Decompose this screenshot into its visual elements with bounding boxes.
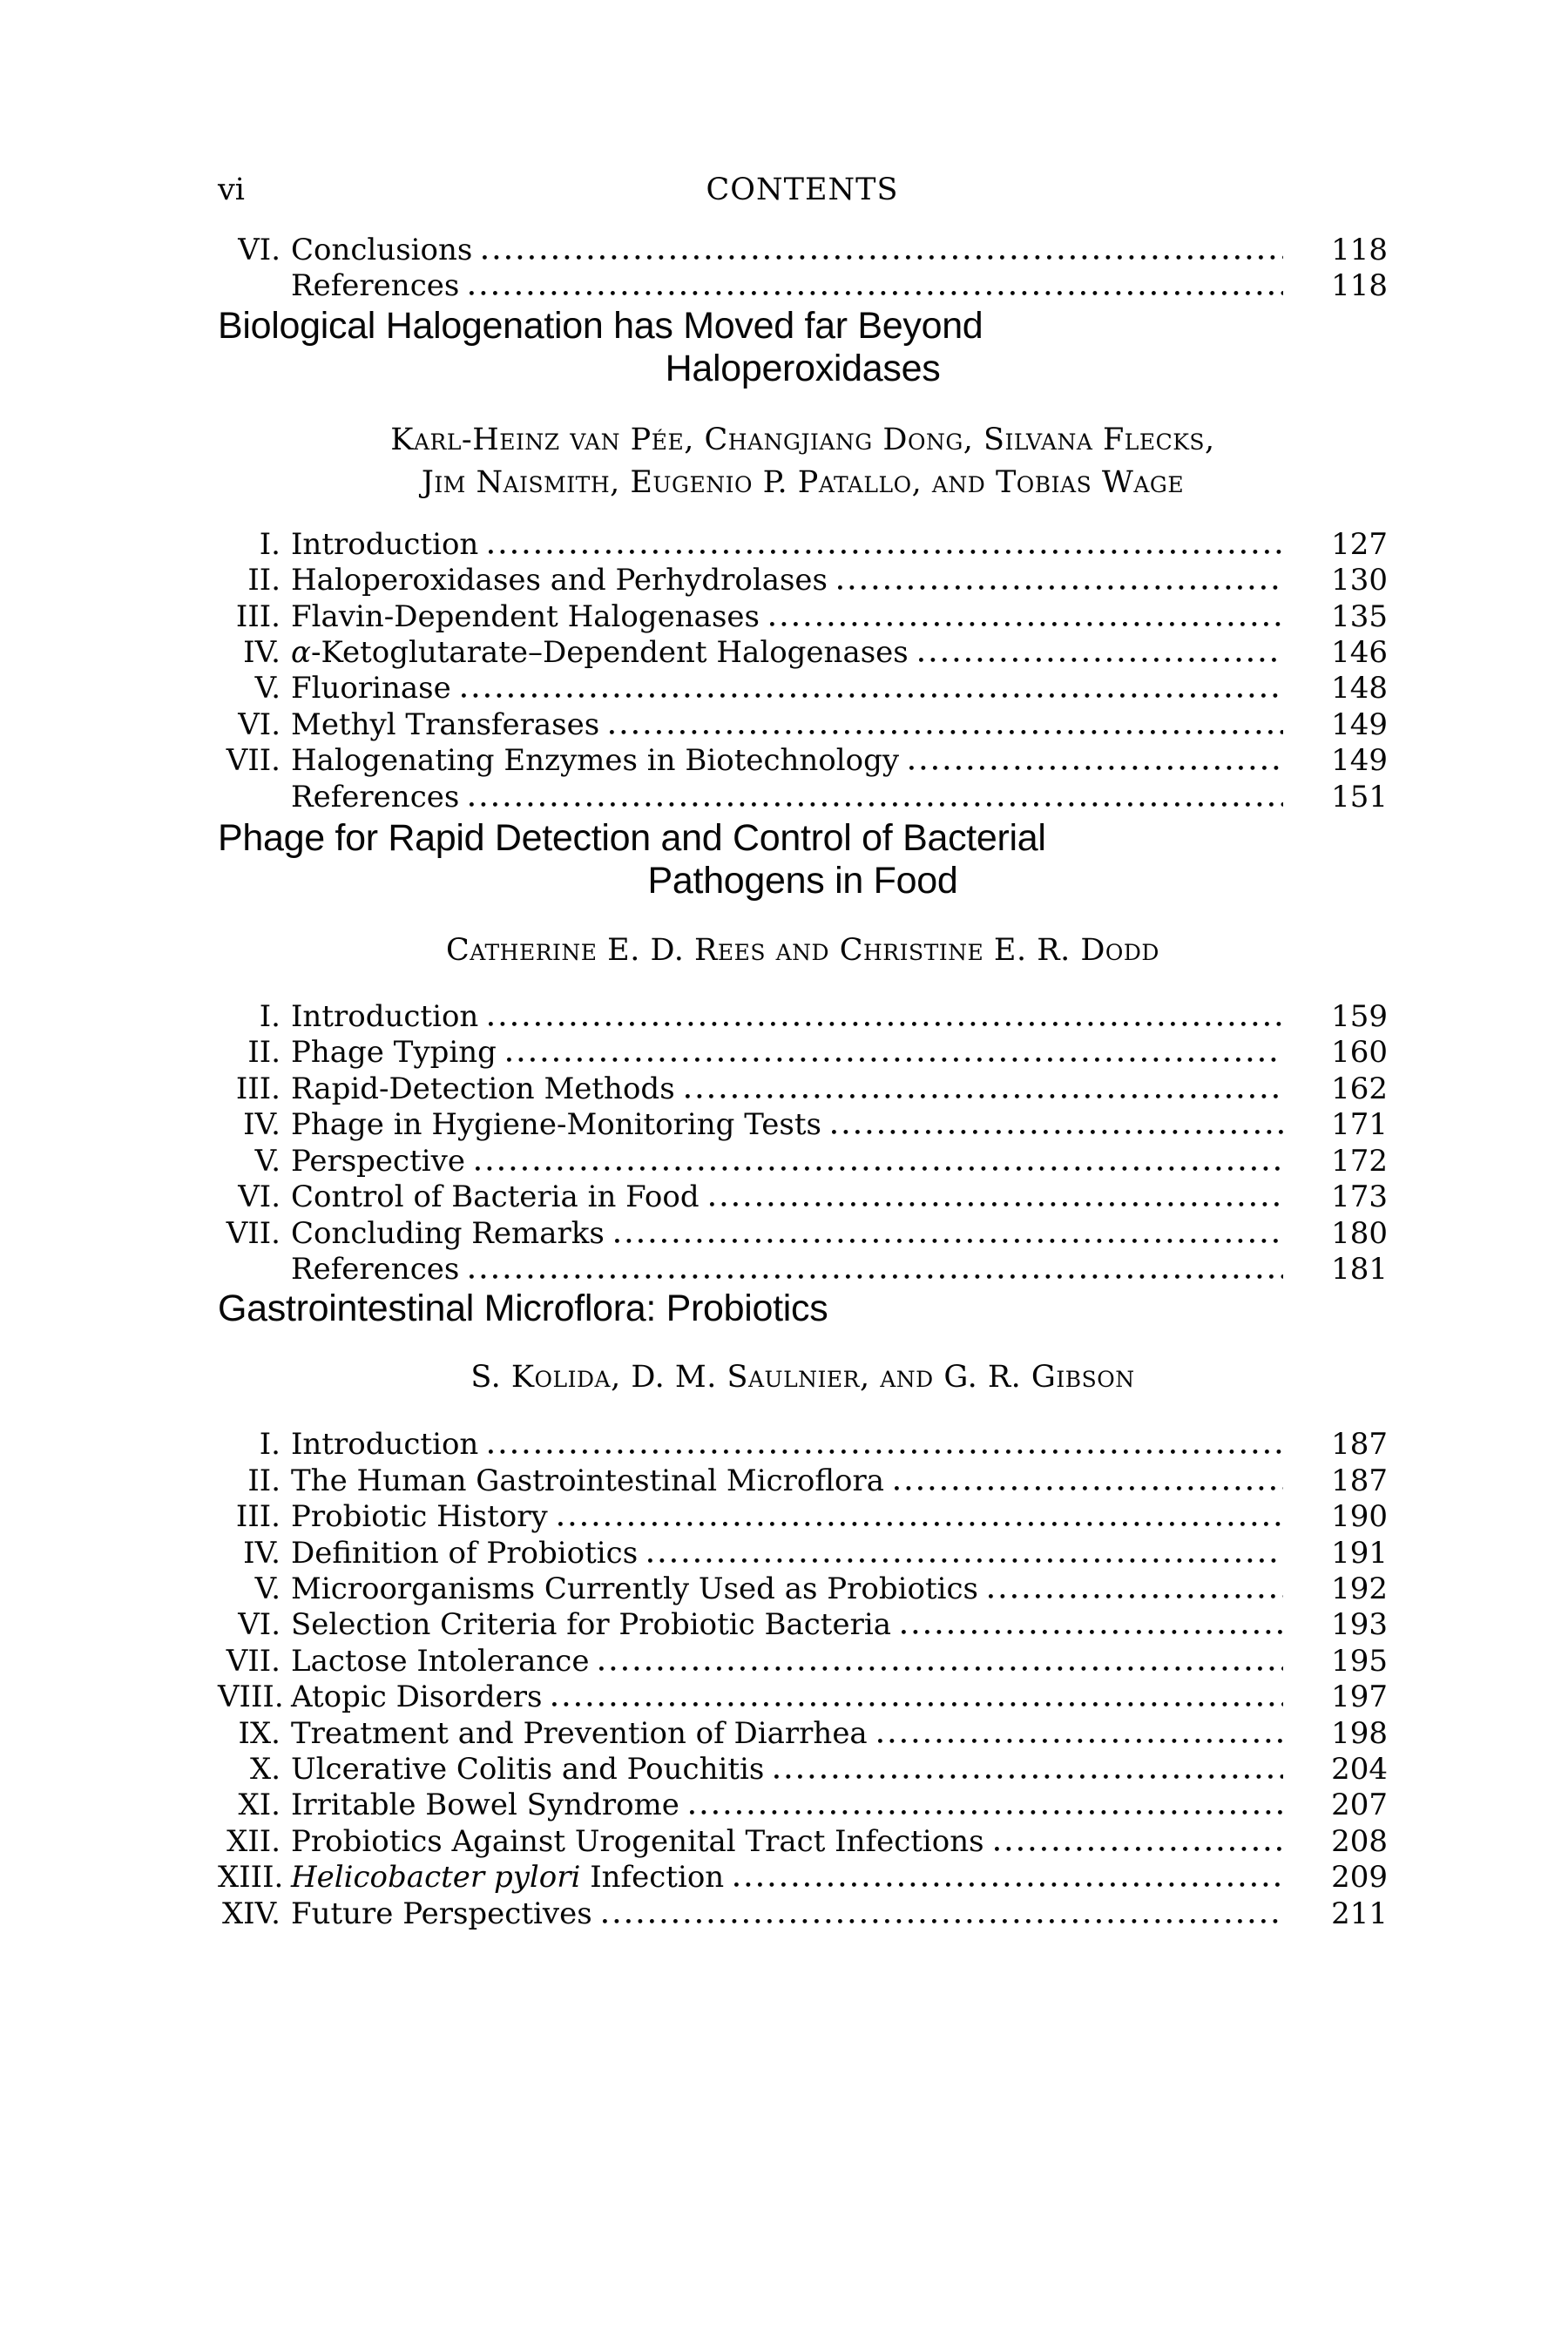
toc-list	[218, 1427, 1388, 1932]
entry-title: Treatment and Prevention of Diarrhea	[291, 1715, 868, 1751]
entry-numeral: II.	[247, 563, 280, 598]
entry-page-number: 211	[1331, 1896, 1388, 1931]
chapter-title	[218, 305, 1388, 390]
entry-title: Atopic Disorders	[291, 1680, 543, 1715]
chapter-title-line: Gastrointestinal Microflora: Probiotics	[218, 1288, 828, 1330]
page-folio: vi	[218, 172, 245, 207]
dot-leader	[462, 693, 1283, 698]
entry-numeral: IV.	[243, 635, 280, 671]
dot-leader	[878, 1739, 1283, 1743]
dot-leader	[476, 1166, 1283, 1171]
entry-title: Fluorinase	[291, 671, 451, 706]
toc-entry	[218, 1607, 1388, 1643]
dot-leader	[838, 585, 1283, 590]
entry-page-number: 187	[1331, 1427, 1388, 1463]
toc-entry	[218, 1035, 1388, 1071]
entry-page-number: 208	[1331, 1823, 1388, 1859]
entry-numeral: VII.	[226, 743, 280, 779]
entry-title: Flavin-Dependent Halogenases	[291, 598, 760, 634]
entry-numeral: XI.	[238, 1788, 280, 1823]
authors-line: S. Kolida, D. M. Saulnier, and G. R. Gibson	[470, 1360, 1135, 1396]
chapter-title-line: Haloperoxidases	[665, 347, 941, 389]
entry-page-number: 204	[1331, 1751, 1388, 1787]
dot-leader	[832, 1130, 1283, 1134]
entry-numeral: III.	[235, 1499, 280, 1535]
chapter-title-line: Pathogens in Food	[647, 860, 958, 902]
dot-leader	[919, 658, 1283, 662]
entry-numeral: IV.	[243, 1107, 280, 1143]
entry-title: Irritable Bowel Syndrome	[291, 1788, 679, 1823]
chapter-title-line: Phage for Rapid Detection and Control of Bacterial	[218, 817, 1046, 860]
dot-leader	[686, 1094, 1283, 1098]
entry-numeral: I.	[259, 526, 280, 562]
entry-title: Rapid-Detection Methods	[291, 1071, 675, 1106]
toc-list-previous-chapter	[218, 233, 1388, 305]
entry-page-number: 146	[1331, 635, 1388, 671]
dot-leader	[995, 1847, 1283, 1851]
entry-title-italic: Helicobacter pylori	[291, 1860, 581, 1896]
entry-numeral: VII.	[226, 1643, 280, 1679]
entry-title: Introduction	[291, 526, 479, 562]
entry-title	[291, 635, 909, 671]
entry-numeral: X.	[249, 1751, 280, 1787]
toc-entry	[218, 1107, 1388, 1143]
toc-entry	[218, 563, 1388, 598]
dot-leader	[710, 1202, 1283, 1206]
toc-entry	[218, 1216, 1388, 1252]
entry-numeral: II.	[247, 1463, 280, 1498]
entry-numeral: XII.	[226, 1823, 280, 1859]
entry-page-number: 191	[1331, 1535, 1388, 1571]
toc-entry	[218, 1680, 1388, 1715]
dot-leader	[489, 1450, 1283, 1454]
entry-numeral: VI.	[238, 706, 280, 742]
toc-entry	[218, 1788, 1388, 1823]
entry-title-italic: α	[291, 635, 311, 671]
entry-page-number: 207	[1331, 1788, 1388, 1823]
entry-title: References	[291, 1251, 460, 1287]
toc-entry	[218, 1860, 1388, 1896]
entry-page-number: 148	[1331, 671, 1388, 706]
entry-page-number: 197	[1331, 1680, 1388, 1715]
dot-leader	[599, 1666, 1283, 1671]
entry-numeral: IX.	[238, 1715, 280, 1751]
dot-leader	[470, 291, 1283, 295]
entry-numeral: XIII.	[218, 1860, 284, 1896]
toc-entry	[218, 1179, 1388, 1215]
chapter-title	[218, 1288, 1388, 1330]
entry-page-number: 190	[1331, 1499, 1388, 1535]
entry-page-number: 160	[1331, 1035, 1388, 1071]
entry-title: Haloperoxidases and Perhydrolases	[291, 563, 828, 598]
entry-numeral: IV.	[243, 1535, 280, 1571]
entry-numeral: VI.	[238, 233, 280, 267]
toc-entry	[218, 1536, 1388, 1571]
toc-entry	[218, 1252, 1388, 1288]
entry-numeral: III.	[235, 598, 280, 634]
entry-page-number: 195	[1331, 1643, 1388, 1679]
toc-entry	[218, 1644, 1388, 1680]
entry-numeral: V.	[254, 1571, 280, 1606]
toc-entry	[218, 1463, 1388, 1499]
contents-header: CONTENTS	[706, 172, 899, 207]
entry-page-number: 172	[1331, 1143, 1388, 1179]
toc-entry	[218, 1716, 1388, 1752]
toc-list	[218, 527, 1388, 815]
entry-page-number: 192	[1331, 1571, 1388, 1606]
entry-title: The Human Gastrointestinal Microflora	[291, 1463, 885, 1498]
toc-entry	[218, 268, 1388, 304]
authors-line: Karl-Heinz van Pée, Changjiang Dong, Silvana Flecks,	[390, 422, 1215, 457]
entry-title-text: Infection	[580, 1860, 725, 1896]
toc-entry	[218, 1896, 1388, 1932]
toc-entry	[218, 1144, 1388, 1179]
dot-leader	[690, 1810, 1283, 1815]
dot-leader	[558, 1522, 1283, 1526]
chapter-authors	[218, 929, 1388, 972]
dot-leader	[483, 255, 1283, 260]
entry-title: Perspective	[291, 1143, 465, 1179]
authors-line: Catherine E. D. Rees and Christine E. R. Dodd	[446, 933, 1159, 969]
toc-entry	[218, 780, 1388, 815]
entry-page-number: 173	[1331, 1179, 1388, 1215]
entry-title: Phage in Hygiene-Monitoring Tests	[291, 1107, 821, 1143]
dot-leader	[470, 1274, 1283, 1279]
dot-leader	[734, 1882, 1283, 1887]
entry-numeral: VIII.	[218, 1680, 284, 1715]
entry-title	[291, 1860, 724, 1896]
entry-title: Halogenating Enzymes in Biotechnology	[291, 743, 900, 779]
dot-leader	[489, 1022, 1283, 1026]
dot-leader	[507, 1058, 1283, 1062]
dot-leader	[470, 802, 1283, 807]
toc-entry	[218, 743, 1388, 779]
dot-leader	[774, 1774, 1283, 1779]
entry-page-number: 151	[1331, 779, 1388, 814]
dot-leader	[489, 550, 1283, 554]
entry-page-number: 181	[1331, 1251, 1388, 1287]
toc-entry	[218, 1571, 1388, 1607]
dot-leader	[989, 1594, 1283, 1598]
toc-entry	[218, 599, 1388, 635]
dot-leader	[552, 1702, 1283, 1707]
toc-entry	[218, 1427, 1388, 1463]
entry-numeral: VI.	[238, 1607, 280, 1643]
toc-entry	[218, 671, 1388, 706]
entry-numeral: XIV.	[221, 1896, 280, 1931]
entry-numeral: V.	[254, 671, 280, 706]
running-head	[218, 172, 1388, 208]
toc-entry	[218, 527, 1388, 563]
entry-title: Future Perspectives	[291, 1896, 592, 1931]
toc-entry	[218, 1071, 1388, 1107]
entry-page-number: 209	[1331, 1860, 1388, 1896]
toc-list	[218, 999, 1388, 1288]
dot-leader	[770, 622, 1283, 626]
dot-leader	[648, 1558, 1283, 1563]
entry-title: Concluding Remarks	[291, 1215, 605, 1251]
authors-line: Jim Naismith, Eugenio P. Patallo, and Tobias Wage	[421, 464, 1185, 500]
entry-page-number: 135	[1331, 598, 1388, 634]
entry-title: Ulcerative Colitis and Pouchitis	[291, 1751, 765, 1787]
entry-title: Probiotics Against Urogenital Tract Infections	[291, 1823, 984, 1859]
entry-page-number: 118	[1331, 268, 1388, 304]
entry-numeral: I.	[259, 1427, 280, 1463]
dot-leader	[615, 1239, 1283, 1243]
entry-page-number: 130	[1331, 563, 1388, 598]
entry-page-number: 187	[1331, 1463, 1388, 1498]
entry-page-number: 149	[1331, 743, 1388, 779]
entry-page-number: 118	[1331, 233, 1388, 267]
entry-page-number: 127	[1331, 526, 1388, 562]
entry-numeral: VI.	[238, 1179, 280, 1215]
entry-title: Definition of Probiotics	[291, 1535, 639, 1571]
entry-title: Probiotic History	[291, 1499, 548, 1535]
chapter-authors	[218, 419, 1388, 504]
toc-entry	[218, 1752, 1388, 1788]
dot-leader	[610, 730, 1283, 734]
entry-title: Microorganisms Currently Used as Probiotics	[291, 1571, 978, 1606]
entry-numeral: II.	[247, 1035, 280, 1071]
toc-entry	[218, 999, 1388, 1035]
dot-leader	[603, 1919, 1283, 1923]
entry-page-number: 198	[1331, 1715, 1388, 1751]
entry-numeral: V.	[254, 1143, 280, 1179]
entry-title: Phage Typing	[291, 1035, 497, 1071]
dot-leader	[895, 1486, 1283, 1490]
entry-title: Lactose Intolerance	[291, 1643, 590, 1679]
entry-title: Selection Criteria for Probiotic Bacteria	[291, 1607, 891, 1643]
entry-page-number: 193	[1331, 1607, 1388, 1643]
entry-title: References	[291, 779, 460, 814]
dot-leader	[902, 1630, 1283, 1634]
entry-page-number: 149	[1331, 706, 1388, 742]
toc-entry	[218, 233, 1388, 268]
entry-numeral: III.	[235, 1071, 280, 1106]
entry-numeral: VII.	[226, 1215, 280, 1251]
entry-title: Introduction	[291, 1427, 479, 1463]
toc-entry	[218, 1499, 1388, 1535]
toc-entry	[218, 1824, 1388, 1860]
entry-page-number: 159	[1331, 999, 1388, 1035]
chapter-title	[218, 817, 1388, 902]
entry-title: Conclusions	[291, 233, 473, 267]
entry-numeral: I.	[259, 999, 280, 1035]
chapter-title-line: Biological Halogenation has Moved far Beyond	[218, 304, 983, 347]
entry-title: References	[291, 268, 460, 304]
entry-page-number: 162	[1331, 1071, 1388, 1106]
entry-page-number: 180	[1331, 1215, 1388, 1251]
entry-title-text: -Ketoglutarate–Dependent Halogenases	[310, 635, 909, 671]
toc-entry	[218, 635, 1388, 671]
dot-leader	[909, 766, 1283, 770]
chapter-authors	[218, 1356, 1388, 1399]
entry-title: Methyl Transferases	[291, 706, 600, 742]
toc-entry	[218, 707, 1388, 743]
entry-page-number: 171	[1331, 1107, 1388, 1143]
entry-title: Introduction	[291, 999, 479, 1035]
entry-title: Control of Bacteria in Food	[291, 1179, 700, 1215]
